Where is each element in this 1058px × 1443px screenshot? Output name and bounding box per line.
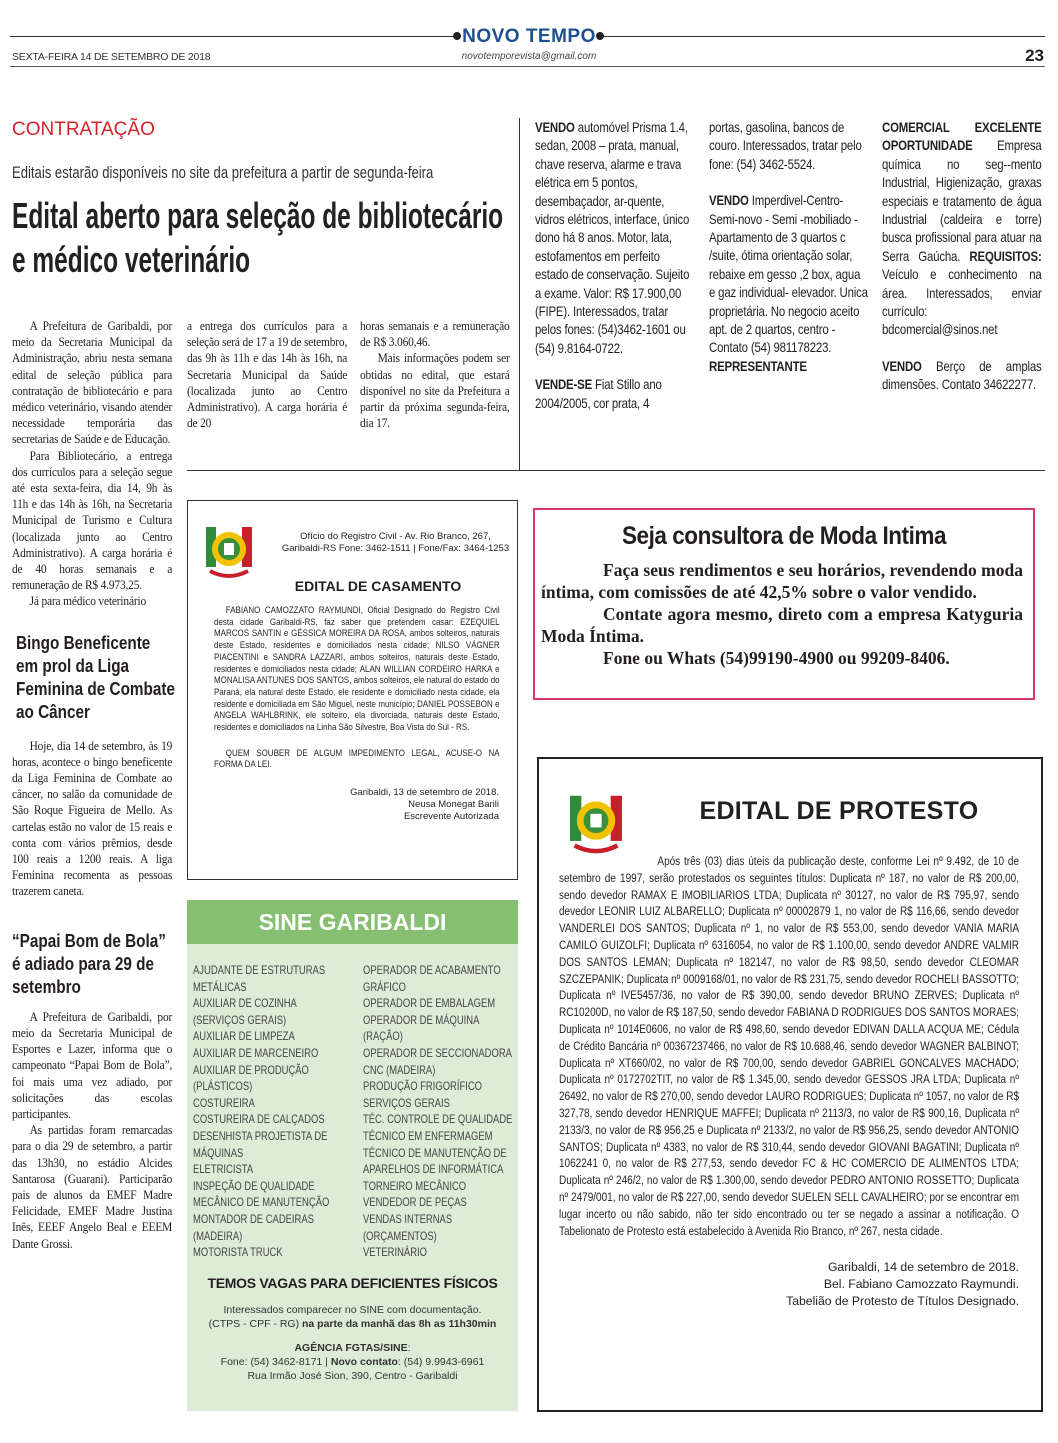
job-item: AUXILIAR DE LIMPEZA	[193, 1029, 295, 1044]
papai-title: “Papai Bom de Bola” é adiado para 29 de setembro	[12, 930, 166, 997]
classified-col-2-text	[709, 119, 869, 376]
job-item: DESENHISTA PROJETISTA DE MÁQUINAS	[193, 1128, 328, 1160]
classified-col-1	[535, 119, 695, 431]
edital-casamento-body: FABIANO CAMOZZATO RAYMUNDI, Oficial Designado do Registro Civil desta cidade Garibaldi-RS, faz saber que pretendem casar: EZEQUIEL MARCOS SANTIN e GÉSSICA MOREIRA DA ROSA, ambos solteiros, naturais deste Estado, residentes e domiciliados nesta cidade; NILSO VÁGNER PIACENTINI e SANDRA LAZZARI, ambos solteiros, naturais deste Estado, residentes e domiciliados nesta cidade; ALAN WILLIAN CORDEIRO HARKA e MONALISA ANTUNES DOS SANTOS, ambos solteiros, ele natural do estado do Paraná, ela natural deste Estado, ele residente e domiciliado nesta cidade, ela residente e domiciliada em São Miguel, neste município; DANIEL POSSEBON e ANGELA WAHLBRINK, ele solteiro, ela divorciada, naturais deste Estado, residentes e domiciliados na Linha São Silvestre, Boa Vista do Sul - RS.	[214, 605, 500, 734]
job-item: TÉC. CONTROLE DE QUALIDADE	[363, 1112, 513, 1127]
classified-heading: REPRESENTANTE	[709, 358, 807, 374]
job-item: OPERADOR DE EMBALAGEM	[363, 996, 496, 1011]
classified-col-3	[882, 119, 1042, 413]
article-paragraph: Mais informações podem ser obtidas no edital, que estará disponível no site da Prefeitura a partir da próxima segunda-feira, dia 17.	[360, 350, 510, 431]
place-date: Garibaldi, 13 de setembro de 2018.	[350, 787, 499, 799]
masthead-title: NOVO TEMPO	[462, 26, 596, 47]
edital-protesto-title: EDITAL DE PROTESTO	[699, 797, 979, 825]
edital-casamento-warning: QUEM SOUBER DE ALGUM IMPEDIMENTO LEGAL, ACUSE-O NA FORMA DA LEI.	[214, 747, 500, 771]
job-item: AUXILIAR DE COZINHA (SERVIÇOS GERAIS)	[193, 996, 297, 1027]
edital-protesto-signature	[559, 1259, 1019, 1309]
sine-agency: AGÊNCIA FGTAS/SINE:	[294, 1341, 411, 1354]
sine-jobs-col-1	[193, 962, 350, 1261]
sine-address: Rua Irmão José Sion, 390, Centro - Garibaldi	[247, 1369, 458, 1382]
article-col-1	[12, 318, 172, 610]
job-item: MECÂNICO DE MANUTENÇÃO	[193, 1195, 330, 1210]
moda-intima-ad	[533, 508, 1035, 700]
page-number: 23	[1025, 46, 1044, 65]
papai-body	[12, 1009, 172, 1252]
classified-ad: VENDO automóvel Prisma 1.4, sedan, 2008 – prata, manual, chave reserva, alarme e trava elétrica em 5 pontos, desembaçador, ar-quente, vidros elétricos, interface, único dono há 8 anos. Motor, lata, estofamentos em perfeito estado de conservação. Sujeito a exame. Valor: R$ 17.900,00 (FIPE). Interessados, tratar pelos fones: (54)3462-1601 ou (54) 9.8164-0722.	[535, 120, 690, 356]
registry-address-2: Garibaldi-RS Fone: 3462-1511 | Fone/Fax: 3464-1253	[281, 543, 510, 554]
article-paragraph: As partidas foram remarcadas para o dia 29 de setembro, a partir das 13h30, no estádio Alcides Santarosa (Guarani). Participarão pais de alunos da EMEF Madre Felicidade, EMEF Madre Justina Inês, EEEF Angelo Beal e EEEM Dante Grossi.	[12, 1122, 173, 1251]
job-item: TORNEIRO MECÂNICO	[363, 1178, 467, 1193]
bingo-title: Bingo Beneficente em prol da Liga Feminina de Combate ao Câncer	[16, 632, 175, 722]
article-headline: Edital aberto para seleção de bibliotecário e médico veterinário	[12, 195, 504, 280]
article-col-3-text	[360, 318, 510, 431]
classified-ad: VENDE-SE Fiat Stillo ano 2004/2005, cor prata, 4	[535, 377, 662, 411]
job-item: AUXILIAR DE MARCENEIRO	[193, 1045, 319, 1060]
article-col-2-text	[187, 318, 347, 431]
article-col-3	[360, 318, 510, 431]
classified-ad: VENDO Imperdivel-Centro-Semi-novo - Semi -mobiliado -Apartamento de 3 quartos c /suite, ótima orientação solar, rebaixe em gesso ,2 box, agua e gaz individual- elevador. Unica proprietária. No negocio aceito apt. de 2 quartos, centro - Contato (54) 981178223.	[709, 193, 868, 356]
job-item: COSTUREIRA	[193, 1095, 255, 1110]
sine-info	[187, 1303, 518, 1383]
classified-col-2	[709, 119, 869, 376]
edital-protesto-body: Após três (03) dias úteis da publicação deste, conforme Lei nº 9.492, de 10 de setembro de 1997, serão protestados os seguintes títulos: Duplicata nº 187, no valor de R$ 200,00, sendo devedor RAMAX E IMOBILIARIOS LTDA; Duplicata nº 30127, no valor de R$ 795,97, sendo devedor LEONIR LUIZ ALBARELLO; Duplicata nº 00002879 1, no valor de R$ 116,66, sendo devedor VANDERLEI DOS SANTOS; Duplicata nº 1, no valor de R$ 553,00, sendo devedor VANIA MARIA CAMILO GUIZOLFI; Duplicata nº 6316054, no valor de R$ 1.100,00, sendo devedor ANDRE VALMIR DOS SANTOS LEMAN; Duplicata nº 182147, no valor de R$ 98,50, sendo devedor CLEOMAR SZCZEPANIK; Duplicata nº 0009168/01, no valor de R$ 231,75, sendo devedor ROCHELI BASSOTTO; Duplicata nº IVE5457/36, no valor de R$ 390,00, sendo devedor BRUNO ZERVES; Duplicata nº RC10200D, no valor de R$ 187,50, sendo devedor FABIANA D RODRIGUES DOS SANTOS MORAES; Duplicata nº 1014E0606, no valor de R$ 498,60, sendo devedor EDIVAN DALLA ACQUA ME; Cédula de Crédito Bancária nº 00367237466, no valor de R$ 10.688,46, sendo devedor WAGNER BALBINOT; Duplicata nº XT660/02, no valor de R$ 700,00, sendo devedor GABRIEL GONCALVES MACHADO; Duplicata nº 0172702TIT, no valor de R$ 1.345,00, sendo devedor GESSOS JRA LTDA; Duplicata nº 26492, no valor de R$ 270,00, sendo devedor LAURO RODRIGUES; Duplicata nº 1057, no valor de R$ 327,78, sendo devedor HENRIQUE MAFFEI; Duplicata nº 2113/3, no valor de R$ 900,16, Duplicata nº 2133/3, no valor de R$ 956,25 e Duplicata nº 2133/2, no valor de R$ 956,25, sendo devedor ANTONIO SANTOS; Duplicata nº 4383, no valor de R$ 310,44, sendo devedor GIOVANI BAGATINI; Duplicata nº 1062241 0, no valor de R$ 277,53, sendo devedor FC & HC COMERCIO DE ALIMENTOS LTDA; Duplicata nº 246/2, no valor de R$ 1.300,00, sendo devedor PEDRO ANTONIO ROSSETTO; Duplicata nº 2479/001, no valor de R$ 227,00, sendo devedor SUELEN SELL CAVALHEIRO; por se encontrar em lugar incerto ou não sabido, não ter sido encontrado ou ter se negado a assinar a notificação. O Tabelionato de Protesto está estabelecido à Avenida Rio Branco, nº 267, nesta cidade.	[559, 854, 1020, 1238]
signer-role: Tabelião de Protesto de Títulos Designado.	[786, 1293, 1019, 1308]
sine-jobs-col-2	[363, 962, 515, 1261]
job-item: INSPEÇÃO DE QUALIDADE	[193, 1178, 315, 1193]
moda-paragraph: Faça seus rendimentos e seu horários, revendendo moda íntima, com comissões de até 42,5% sobre o valor vendido.	[541, 560, 1023, 602]
job-item: OPERADOR DE ACABAMENTO GRÁFICO	[363, 963, 501, 994]
signer-name: Neusa Monegat Barili	[408, 798, 499, 810]
job-item: VENDAS INTERNAS (ORÇAMENTOS)	[363, 1211, 453, 1243]
moda-contact: Fone ou Whats (54)99190-4900 ou 99209-8406.	[603, 648, 950, 668]
classified-col-3-text	[882, 119, 1042, 395]
header-bottom-rule	[10, 66, 1045, 67]
job-item: TÉCNICO DE MANUTENÇÃO DE APARELHOS DE INFORMÁTICA	[363, 1145, 507, 1177]
signer-name: Bel. Fabiano Camozzato Raymundi.	[823, 1277, 1019, 1292]
article-subtitle: Editais estarão disponíveis no site da prefeitura a partir de segunda-feira	[12, 163, 434, 182]
article-paragraph: Para Bibliotecário, a entrega dos currículos para a seleção segue até esta sexta-feira, dia 14, 9h às 11h e das 14h às 16h, na Secretaria Municipal de Turismo e Cultura (localizada junto ao Centro Administrativo). A carga horária é de 40 horas semanais e a remuneração de R$ 4.973,25.	[12, 447, 173, 593]
article-kicker: CONTRATAÇÃO	[12, 119, 155, 140]
job-item: ELETRICISTA	[193, 1162, 254, 1177]
edital-casamento-signature	[214, 787, 499, 822]
sine-info-line: (CTPS - CPF - RG) na parte da manhã das 8h as 11h30min	[208, 1317, 497, 1330]
job-item: VENDEDOR DE PEÇAS	[363, 1195, 467, 1210]
sine-info-line: Interessados comparecer no SINE com documentação.	[223, 1303, 482, 1316]
state-coat-of-arms-icon	[565, 789, 627, 859]
masthead-email: novotemporevista@gmail.com	[461, 51, 597, 62]
classifieds-divider	[519, 118, 520, 470]
classified-ad: portas, gasolina, bancos de couro. Interessados, tratar pelo fone: (54) 3462-5524.	[709, 120, 862, 172]
article-paragraph: A Prefeitura de Garibaldi, por meio da Secretaria Municipal da Administração, abriu nesta semana edital de seleção pública para contratação de bibliotecário e para médico veterinário, visando atender necessidade temporária das secretarias de Saúde e de Educação.	[12, 318, 173, 447]
job-item: SERVIÇOS GERAIS	[363, 1095, 450, 1110]
place-date: Garibaldi, 14 de setembro de 2018.	[827, 1260, 1019, 1275]
bingo-body	[12, 738, 172, 900]
job-item: VETERINÁRIO	[363, 1245, 427, 1260]
job-item: MOTORISTA TRUCK	[193, 1245, 283, 1260]
classified-ad: COMERCIAL EXCELENTE OPORTUNIDADE Empresa química no seg--mento Industrial, Higienização, graxas especiais e tratamento de água Industrial (caldeira e torre) busca profissional para atuar na Serra Gaúcha. REQUISITOS: Veículo e conhecimento na área. Interessados, enviar currículo: bdcomercial@sinos.net	[882, 120, 1042, 338]
state-coat-of-arms-icon	[202, 521, 256, 583]
sine-vagas-deficientes: TEMOS VAGAS PARA DEFICIENTES FÍSICOS	[207, 1274, 498, 1291]
job-item: TÉCNICO EM ENFERMAGEM	[363, 1128, 493, 1143]
edital-protesto-box	[537, 757, 1043, 1412]
job-item: COSTUREIRA DE CALÇADOS	[193, 1112, 325, 1127]
section-divider	[187, 470, 1045, 471]
sine-phone: Fone: (54) 3462-8171 | Novo contato: (54) 9.9943-6961	[220, 1355, 485, 1368]
sine-box	[187, 900, 518, 1411]
left-column	[12, 318, 175, 1252]
article-header	[12, 118, 517, 282]
edital-casamento-title: EDITAL DE CASAMENTO	[294, 578, 462, 594]
job-item: AUXILIAR DE PRODUÇÃO (PLÁSTICOS)	[193, 1062, 309, 1094]
article-paragraph: A Prefeitura de Garibaldi, por meio da Secretaria Municipal de Esportes e Lazer, informa que o campeonato “Papai Bom de Bola”, foi mais uma vez adiado, por solicitações das escolas participantes.	[12, 1008, 173, 1121]
job-item: OPERADOR DE MÁQUINA (RAÇÃO)	[363, 1012, 479, 1044]
classified-col-1-text	[535, 119, 695, 413]
article-col-2	[187, 318, 347, 431]
article-paragraph: Já para médico veterinário	[29, 593, 147, 609]
moda-title: Seja consultora de Moda Intima	[621, 522, 947, 550]
job-item: AJUDANTE DE ESTRUTURAS METÁLICAS	[193, 963, 326, 994]
article-paragraph: a entrega dos currículos para a seleção será de 17 a 19 de setembro, das 9h às 11h e das 14h às 16h, na Secretaria Municipal da Saúde (localizada junto ao Centro Administrativo). A carga horária é de 20	[187, 318, 348, 431]
sine-title: SINE GARIBALDI	[187, 900, 518, 944]
job-item: OPERADOR DE SECCIONADORA CNC (MADEIRA)	[363, 1045, 512, 1077]
issue-date: SEXTA-FEIRA 14 DE SETEMBRO DE 2018	[12, 51, 211, 63]
registry-address-1: Ofício do Registro Civil - Av. Rio Branco, 267,	[300, 531, 491, 542]
article-paragraph: Hoje, dia 14 de setembro, às 19 horas, acontece o bingo beneficente da Liga Feminina de Combate ao câncer, no salão da comunidade de São Roque Figueira de Mello. As cartelas estão no valor de 15 reais e conta com vários prêmios, desde 100 reais a 1200 reais. A liga Feminina recomenta as pessoas trazerem caneta.	[12, 737, 173, 899]
job-item: PRODUÇÃO FRIGORÍFICO	[363, 1079, 483, 1094]
classified-ad: VENDO Berço de amplas dimensões. Contato 34622277.	[882, 358, 1042, 393]
moda-paragraph: Contate agora mesmo, direto com a empresa Katyguria Moda Íntima.	[541, 604, 1023, 646]
article-paragraph: horas semanais e a remuneração de R$ 3.060,46.	[360, 318, 510, 350]
signer-role: Escrevente Autorizada	[403, 810, 499, 822]
edital-casamento-box	[187, 500, 518, 880]
sine-jobs	[193, 962, 518, 1261]
job-item: MONTADOR DE CADEIRAS (MADEIRA)	[193, 1211, 314, 1243]
